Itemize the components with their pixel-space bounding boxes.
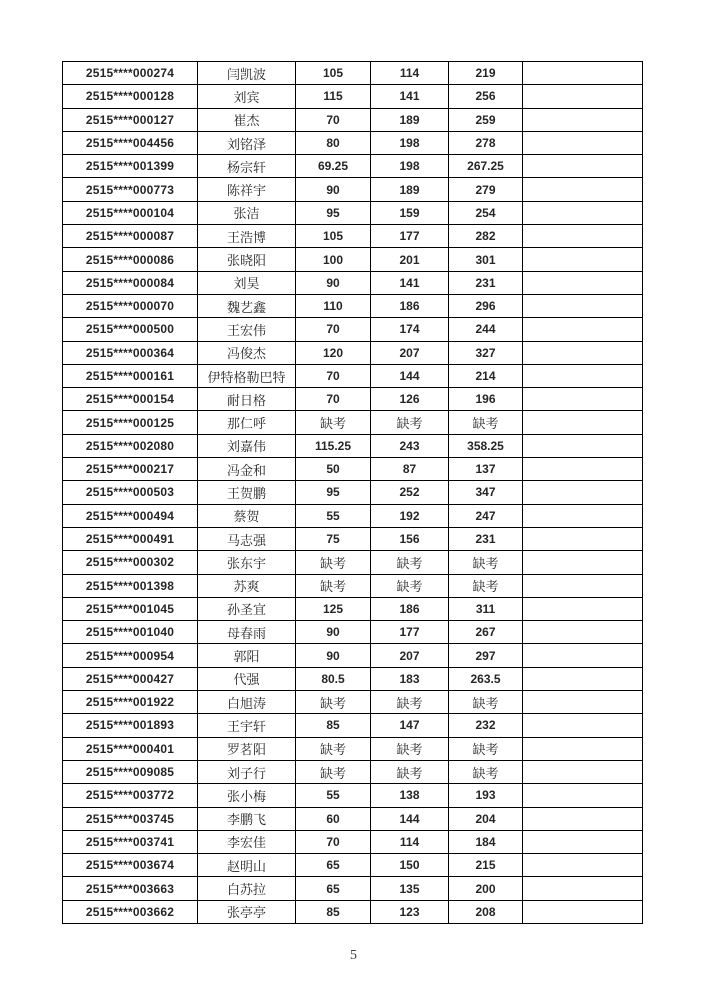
remarks-cell <box>523 294 643 317</box>
candidate-id-cell: 2515****001045 <box>63 597 198 620</box>
score2-cell: 114 <box>371 830 449 853</box>
remarks-cell <box>523 271 643 294</box>
remarks-cell <box>523 830 643 853</box>
table-row <box>63 760 643 783</box>
total-score-cell: 263.5 <box>449 667 523 690</box>
score1-cell: 105 <box>296 62 371 85</box>
candidate-id-cell: 2515****003741 <box>63 830 198 853</box>
candidate-id-cell: 2515****003674 <box>63 854 198 877</box>
remarks-cell <box>523 318 643 341</box>
total-score-cell: 231 <box>449 271 523 294</box>
remarks-cell <box>523 691 643 714</box>
score1-cell: 80.5 <box>296 667 371 690</box>
score1-cell: 80 <box>296 131 371 154</box>
total-score-cell: 301 <box>449 248 523 271</box>
candidate-id-cell: 2515****000070 <box>63 294 198 317</box>
candidate-name-cell: 张小梅 <box>198 784 296 807</box>
total-score-cell: 311 <box>449 597 523 620</box>
candidate-id-cell: 2515****000491 <box>63 527 198 550</box>
total-score-cell: 232 <box>449 714 523 737</box>
candidate-id-cell: 2515****000503 <box>63 481 198 504</box>
candidate-id-cell: 2515****000104 <box>63 201 198 224</box>
remarks-cell <box>523 62 643 85</box>
total-score-cell: 282 <box>449 225 523 248</box>
candidate-id-cell: 2515****000087 <box>63 225 198 248</box>
remarks-cell <box>523 248 643 271</box>
table-row <box>63 737 643 760</box>
candidate-name-cell: 那仁呼 <box>198 411 296 434</box>
candidate-name-cell: 闫凯波 <box>198 62 296 85</box>
candidate-id-cell: 2515****002080 <box>63 434 198 457</box>
score2-cell: 135 <box>371 877 449 900</box>
total-score-cell: 244 <box>449 318 523 341</box>
score2-cell: 141 <box>371 85 449 108</box>
candidate-id-cell: 2515****001398 <box>63 574 198 597</box>
score1-cell: 90 <box>296 271 371 294</box>
total-score-cell: 缺考 <box>449 691 523 714</box>
candidate-name-cell: 刘嘉伟 <box>198 434 296 457</box>
candidate-name-cell: 张晓阳 <box>198 248 296 271</box>
total-score-cell: 256 <box>449 85 523 108</box>
table-row <box>63 294 643 317</box>
table-row <box>63 458 643 481</box>
candidate-id-cell: 2515****000302 <box>63 551 198 574</box>
candidate-name-cell: 李宏佳 <box>198 830 296 853</box>
score1-cell: 缺考 <box>296 411 371 434</box>
total-score-cell: 缺考 <box>449 574 523 597</box>
candidate-name-cell: 刘宾 <box>198 85 296 108</box>
score1-cell: 125 <box>296 597 371 620</box>
score1-cell: 69.25 <box>296 155 371 178</box>
candidate-id-cell: 2515****001893 <box>63 714 198 737</box>
score2-cell: 缺考 <box>371 411 449 434</box>
candidate-id-cell: 2515****000128 <box>63 85 198 108</box>
score1-cell: 65 <box>296 854 371 877</box>
total-score-cell: 缺考 <box>449 411 523 434</box>
score2-cell: 201 <box>371 248 449 271</box>
candidate-id-cell: 2515****000127 <box>63 108 198 131</box>
score2-cell: 138 <box>371 784 449 807</box>
total-score-cell: 297 <box>449 644 523 667</box>
total-score-cell: 219 <box>449 62 523 85</box>
score1-cell: 缺考 <box>296 737 371 760</box>
total-score-cell: 254 <box>449 201 523 224</box>
candidate-name-cell: 王贺鹏 <box>198 481 296 504</box>
score2-cell: 198 <box>371 131 449 154</box>
table-row <box>63 364 643 387</box>
candidate-name-cell: 耐日格 <box>198 388 296 411</box>
score1-cell: 95 <box>296 201 371 224</box>
table-row <box>63 597 643 620</box>
table-row <box>63 784 643 807</box>
candidate-name-cell: 罗茗阳 <box>198 737 296 760</box>
total-score-cell: 358.25 <box>449 434 523 457</box>
remarks-cell <box>523 551 643 574</box>
remarks-cell <box>523 621 643 644</box>
total-score-cell: 267.25 <box>449 155 523 178</box>
table-row <box>63 877 643 900</box>
candidate-id-cell: 2515****000364 <box>63 341 198 364</box>
total-score-cell: 193 <box>449 784 523 807</box>
candidate-name-cell: 母春雨 <box>198 621 296 644</box>
score1-cell: 75 <box>296 527 371 550</box>
candidate-id-cell: 2515****001040 <box>63 621 198 644</box>
score1-cell: 70 <box>296 388 371 411</box>
total-score-cell: 184 <box>449 830 523 853</box>
candidate-id-cell: 2515****001399 <box>63 155 198 178</box>
candidate-name-cell: 王宏伟 <box>198 318 296 341</box>
score2-cell: 186 <box>371 597 449 620</box>
remarks-cell <box>523 341 643 364</box>
candidate-id-cell: 2515****001922 <box>63 691 198 714</box>
candidate-name-cell: 王浩博 <box>198 225 296 248</box>
score2-cell: 177 <box>371 621 449 644</box>
candidate-name-cell: 冯俊杰 <box>198 341 296 364</box>
score2-cell: 缺考 <box>371 574 449 597</box>
total-score-cell: 247 <box>449 504 523 527</box>
score2-cell: 192 <box>371 504 449 527</box>
total-score-cell: 204 <box>449 807 523 830</box>
score2-cell: 缺考 <box>371 760 449 783</box>
score1-cell: 115.25 <box>296 434 371 457</box>
total-score-cell: 327 <box>449 341 523 364</box>
score1-cell: 55 <box>296 784 371 807</box>
score1-cell: 55 <box>296 504 371 527</box>
candidate-name-cell: 白苏拉 <box>198 877 296 900</box>
candidate-id-cell: 2515****000161 <box>63 364 198 387</box>
score2-cell: 144 <box>371 807 449 830</box>
total-score-cell: 137 <box>449 458 523 481</box>
score2-cell: 252 <box>371 481 449 504</box>
candidate-id-cell: 2515****000086 <box>63 248 198 271</box>
total-score-cell: 208 <box>449 900 523 923</box>
total-score-cell: 278 <box>449 131 523 154</box>
table-row <box>63 527 643 550</box>
total-score-cell: 缺考 <box>449 551 523 574</box>
candidate-name-cell: 苏爽 <box>198 574 296 597</box>
remarks-cell <box>523 784 643 807</box>
table-row <box>63 62 643 85</box>
score1-cell: 70 <box>296 318 371 341</box>
score2-cell: 缺考 <box>371 551 449 574</box>
total-score-cell: 缺考 <box>449 760 523 783</box>
score1-cell: 120 <box>296 341 371 364</box>
remarks-cell <box>523 644 643 667</box>
candidate-name-cell: 赵明山 <box>198 854 296 877</box>
candidate-name-cell: 冯金和 <box>198 458 296 481</box>
score1-cell: 85 <box>296 714 371 737</box>
table-row <box>63 574 643 597</box>
candidate-name-cell: 孙圣宜 <box>198 597 296 620</box>
total-score-cell: 267 <box>449 621 523 644</box>
score1-cell: 60 <box>296 807 371 830</box>
score2-cell: 缺考 <box>371 737 449 760</box>
score2-cell: 177 <box>371 225 449 248</box>
score1-cell: 115 <box>296 85 371 108</box>
score1-cell: 缺考 <box>296 760 371 783</box>
table-row <box>63 318 643 341</box>
table-row <box>63 248 643 271</box>
score2-cell: 207 <box>371 644 449 667</box>
remarks-cell <box>523 131 643 154</box>
candidate-name-cell: 伊特格勒巴特 <box>198 364 296 387</box>
exam-results-table <box>62 61 643 924</box>
total-score-cell: 231 <box>449 527 523 550</box>
candidate-id-cell: 2515****009085 <box>63 760 198 783</box>
candidate-id-cell: 2515****004456 <box>63 131 198 154</box>
remarks-cell <box>523 364 643 387</box>
candidate-id-cell: 2515****000125 <box>63 411 198 434</box>
score2-cell: 141 <box>371 271 449 294</box>
remarks-cell <box>523 714 643 737</box>
table-row <box>63 178 643 201</box>
candidate-id-cell: 2515****003663 <box>63 877 198 900</box>
results-table-body <box>63 62 643 924</box>
remarks-cell <box>523 155 643 178</box>
remarks-cell <box>523 854 643 877</box>
score1-cell: 缺考 <box>296 691 371 714</box>
table-row <box>63 481 643 504</box>
candidate-id-cell: 2515****000274 <box>63 62 198 85</box>
score1-cell: 110 <box>296 294 371 317</box>
candidate-name-cell: 崔杰 <box>198 108 296 131</box>
table-row <box>63 434 643 457</box>
table-row <box>63 504 643 527</box>
table-row <box>63 854 643 877</box>
table-row <box>63 85 643 108</box>
remarks-cell <box>523 504 643 527</box>
remarks-cell <box>523 900 643 923</box>
table-row <box>63 830 643 853</box>
score2-cell: 126 <box>371 388 449 411</box>
score1-cell: 90 <box>296 621 371 644</box>
candidate-id-cell: 2515****000084 <box>63 271 198 294</box>
candidate-name-cell: 王宇轩 <box>198 714 296 737</box>
score1-cell: 70 <box>296 364 371 387</box>
score1-cell: 70 <box>296 108 371 131</box>
score2-cell: 186 <box>371 294 449 317</box>
score2-cell: 147 <box>371 714 449 737</box>
candidate-name-cell: 魏艺鑫 <box>198 294 296 317</box>
remarks-cell <box>523 760 643 783</box>
remarks-cell <box>523 108 643 131</box>
total-score-cell: 259 <box>449 108 523 131</box>
candidate-id-cell: 2515****000401 <box>63 737 198 760</box>
remarks-cell <box>523 667 643 690</box>
total-score-cell: 200 <box>449 877 523 900</box>
score2-cell: 150 <box>371 854 449 877</box>
score2-cell: 144 <box>371 364 449 387</box>
score2-cell: 159 <box>371 201 449 224</box>
candidate-id-cell: 2515****000217 <box>63 458 198 481</box>
total-score-cell: 296 <box>449 294 523 317</box>
score2-cell: 183 <box>371 667 449 690</box>
remarks-cell <box>523 481 643 504</box>
remarks-cell <box>523 225 643 248</box>
score2-cell: 189 <box>371 108 449 131</box>
candidate-name-cell: 代强 <box>198 667 296 690</box>
score2-cell: 87 <box>371 458 449 481</box>
candidate-id-cell: 2515****000154 <box>63 388 198 411</box>
score1-cell: 65 <box>296 877 371 900</box>
candidate-name-cell: 马志强 <box>198 527 296 550</box>
candidate-name-cell: 杨宗轩 <box>198 155 296 178</box>
remarks-cell <box>523 411 643 434</box>
table-row <box>63 900 643 923</box>
table-row <box>63 667 643 690</box>
score1-cell: 50 <box>296 458 371 481</box>
total-score-cell: 215 <box>449 854 523 877</box>
remarks-cell <box>523 807 643 830</box>
remarks-cell <box>523 877 643 900</box>
candidate-name-cell: 郭阳 <box>198 644 296 667</box>
table-row <box>63 271 643 294</box>
candidate-id-cell: 2515****000773 <box>63 178 198 201</box>
table-row <box>63 131 643 154</box>
table-row <box>63 691 643 714</box>
score1-cell: 缺考 <box>296 574 371 597</box>
candidate-name-cell: 陈祥宇 <box>198 178 296 201</box>
remarks-cell <box>523 201 643 224</box>
table-row <box>63 155 643 178</box>
remarks-cell <box>523 85 643 108</box>
candidate-name-cell: 张东宇 <box>198 551 296 574</box>
score1-cell: 95 <box>296 481 371 504</box>
total-score-cell: 缺考 <box>449 737 523 760</box>
score2-cell: 198 <box>371 155 449 178</box>
score2-cell: 243 <box>371 434 449 457</box>
table-row <box>63 341 643 364</box>
remarks-cell <box>523 737 643 760</box>
score1-cell: 90 <box>296 644 371 667</box>
candidate-name-cell: 张洁 <box>198 201 296 224</box>
score2-cell: 缺考 <box>371 691 449 714</box>
candidate-name-cell: 张亭亭 <box>198 900 296 923</box>
table-row <box>63 108 643 131</box>
score1-cell: 70 <box>296 830 371 853</box>
remarks-cell <box>523 458 643 481</box>
candidate-name-cell: 刘昊 <box>198 271 296 294</box>
remarks-cell <box>523 597 643 620</box>
candidate-id-cell: 2515****000500 <box>63 318 198 341</box>
table-row <box>63 551 643 574</box>
remarks-cell <box>523 527 643 550</box>
score1-cell: 105 <box>296 225 371 248</box>
candidate-id-cell: 2515****000427 <box>63 667 198 690</box>
score1-cell: 85 <box>296 900 371 923</box>
table-row <box>63 411 643 434</box>
candidate-id-cell: 2515****000494 <box>63 504 198 527</box>
candidate-id-cell: 2515****003662 <box>63 900 198 923</box>
remarks-cell <box>523 388 643 411</box>
candidate-id-cell: 2515****003772 <box>63 784 198 807</box>
candidate-id-cell: 2515****003745 <box>63 807 198 830</box>
score1-cell: 90 <box>296 178 371 201</box>
total-score-cell: 196 <box>449 388 523 411</box>
candidate-name-cell: 蔡贺 <box>198 504 296 527</box>
total-score-cell: 347 <box>449 481 523 504</box>
score2-cell: 123 <box>371 900 449 923</box>
table-row <box>63 644 643 667</box>
candidate-id-cell: 2515****000954 <box>63 644 198 667</box>
table-row <box>63 807 643 830</box>
table-row <box>63 201 643 224</box>
score2-cell: 114 <box>371 62 449 85</box>
total-score-cell: 279 <box>449 178 523 201</box>
candidate-name-cell: 刘子行 <box>198 760 296 783</box>
score2-cell: 207 <box>371 341 449 364</box>
remarks-cell <box>523 434 643 457</box>
candidate-name-cell: 白旭涛 <box>198 691 296 714</box>
score2-cell: 174 <box>371 318 449 341</box>
candidate-name-cell: 刘铭泽 <box>198 131 296 154</box>
remarks-cell <box>523 574 643 597</box>
table-row <box>63 714 643 737</box>
total-score-cell: 214 <box>449 364 523 387</box>
table-row <box>63 621 643 644</box>
table-row <box>63 225 643 248</box>
page-number: 5 <box>350 948 357 963</box>
remarks-cell <box>523 178 643 201</box>
table-row <box>63 388 643 411</box>
score2-cell: 189 <box>371 178 449 201</box>
score1-cell: 100 <box>296 248 371 271</box>
candidate-name-cell: 李鹏飞 <box>198 807 296 830</box>
score1-cell: 缺考 <box>296 551 371 574</box>
score2-cell: 156 <box>371 527 449 550</box>
